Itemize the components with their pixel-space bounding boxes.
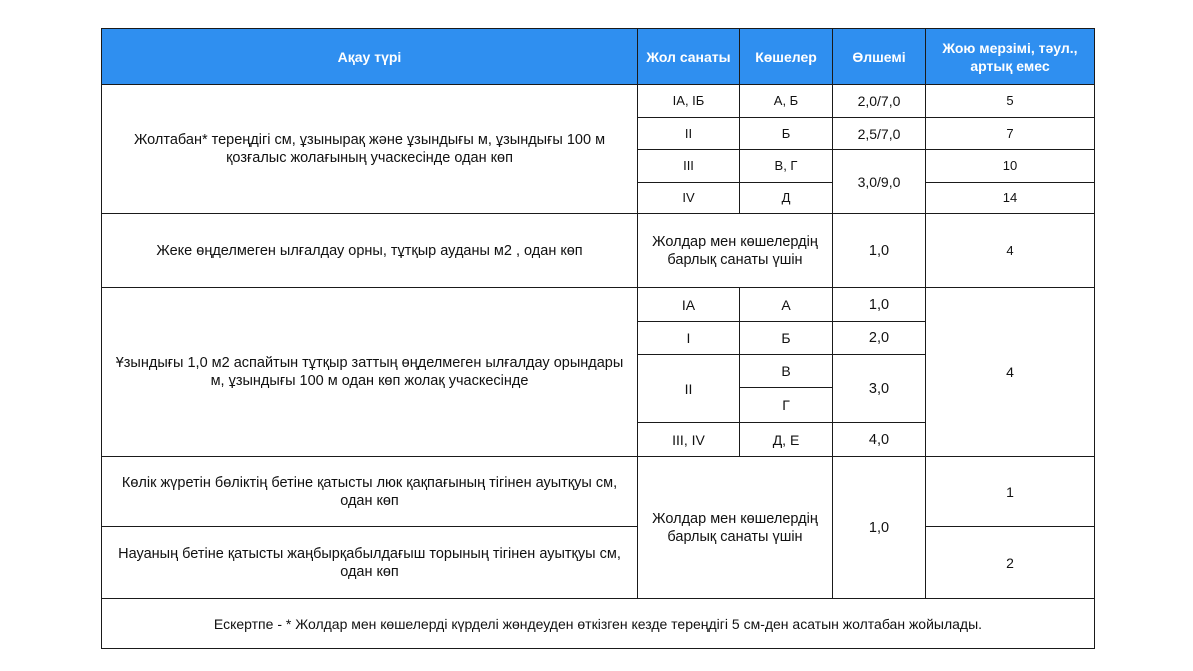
street-cell: А, Б [740,85,833,118]
note-row [102,599,1095,649]
all-categories-cell: Жолдар мен көшелердің барлық санаты үшін [638,214,833,288]
road-category-cell: II [638,118,740,150]
header-streets: Көшелер [740,29,833,85]
defect-single-wet-spot: Жеке өңделмеген ылғалдау орны, тұтқыр ауданы м2 , одан көп [102,214,638,288]
term-cell: 5 [926,85,1095,118]
table-row [102,527,1095,599]
street-cell: Д [740,183,833,214]
term-cell: 1 [926,457,1095,527]
table-row [102,214,1095,288]
street-cell: Б [740,118,833,150]
term-cell: 10 [926,150,1095,183]
measure-cell: 2,5/7,0 [833,118,926,150]
header-defect-type: Ақау түрі [102,29,638,85]
header-measure: Өлшемі [833,29,926,85]
term-cell: 2 [926,527,1095,599]
street-cell: Г [740,388,833,423]
defect-manhole-cover: Көлік жүретін бөліктің бетіне қатысты люк қақпағының тігінен ауытқуы см, одан көп [102,457,638,527]
measure-cell: 1,0 [833,457,926,599]
measure-cell: 3,0 [833,355,926,423]
street-cell: В, Г [740,150,833,183]
street-cell: В [740,355,833,388]
measure-cell: 1,0 [833,288,926,322]
table-row [102,288,1095,322]
term-cell: 14 [926,183,1095,214]
term-cell-merged: 4 [926,288,1095,457]
road-category-cell: III [638,150,740,183]
all-categories-cell: Жолдар мен көшелердің барлық санаты үшін [638,457,833,599]
measure-cell: 4,0 [833,423,926,457]
term-cell: 4 [926,214,1095,288]
street-cell: Б [740,322,833,355]
measure-cell: 1,0 [833,214,926,288]
measure-cell: 2,0/7,0 [833,85,926,118]
table-row [102,457,1095,527]
term-cell: 7 [926,118,1095,150]
road-category-cell: IА [638,288,740,322]
header-row [102,29,1095,85]
footnote: Ескертпе - * Жолдар мен көшелерді күрделі жөндеуден өткізген кезде тереңдігі 5 см-ден асатын жолтабан жойылады. [102,599,1095,649]
measure-cell-merged: 3,0/9,0 [833,150,926,214]
road-category-cell: IV [638,183,740,214]
defect-multiple-wet-spots: Ұзындығы 1,0 м2 аспайтын тұтқыр заттың өңделмеген ылғалдау орындары м, ұзындығы 100 м одан көп жолақ учаскесінде [102,288,638,457]
defect-rutting: Жолтабан* тереңдігі см, ұзынырақ және ұзындығы м, ұзындығы 100 м қозғалыс жолағының учаскесінде одан көп [102,85,638,214]
defects-table [101,28,1095,649]
street-cell: А [740,288,833,322]
header-removal-term: Жою мерзімі, тәул., артық емес [926,29,1095,85]
road-category-cell: II [638,355,740,423]
road-category-cell: III, IV [638,423,740,457]
road-category-cell: IА, IБ [638,85,740,118]
header-road-category: Жол санаты [638,29,740,85]
measure-cell: 2,0 [833,322,926,355]
road-category-cell: I [638,322,740,355]
table-row [102,85,1095,118]
defect-storm-grate: Науаның бетіне қатысты жаңбырқабылдағыш торының тігінен ауытқуы см, одан көп [102,527,638,599]
street-cell: Д, Е [740,423,833,457]
